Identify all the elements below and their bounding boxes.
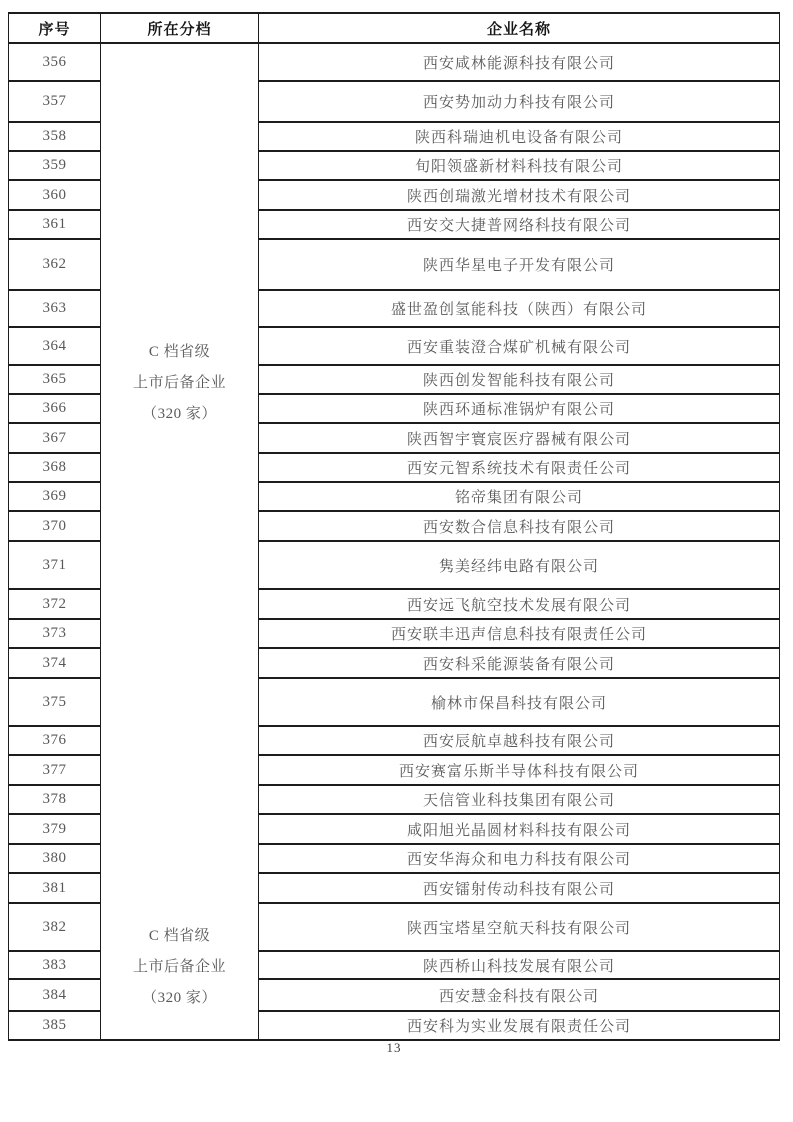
serial-number-cell: 370 — [9, 512, 100, 542]
company-name-cell: 陕西环通标准锅炉有限公司 — [259, 395, 779, 424]
header-cell-company: 企业名称 — [486, 21, 551, 38]
company-name-cell: 西安慧金科技有限公司 — [259, 980, 779, 1012]
company-name-cell: 西安咸林能源科技有限公司 — [259, 44, 779, 82]
serial-number-cell: 372 — [9, 590, 100, 620]
company-name-cell: 西安元智系统技术有限责任公司 — [259, 454, 779, 483]
company-name-cell: 西安数合信息科技有限公司 — [259, 512, 779, 542]
company-name-cell: 天信管业科技集团有限公司 — [259, 786, 779, 815]
company-name-cell: 西安镭射传动科技有限公司 — [259, 874, 779, 904]
tier-label-line: 上市后备企业 — [132, 959, 226, 975]
tier-label-block — [101, 921, 258, 1014]
company-name-cell: 陕西桥山科技发展有限公司 — [259, 952, 779, 980]
serial-number-cell: 377 — [9, 756, 100, 786]
company-name-cell: 西安赛富乐斯半导体科技有限公司 — [259, 756, 779, 786]
page-number: 13 — [386, 1040, 402, 1055]
company-name-cell: 陕西科瑞迪机电设备有限公司 — [259, 123, 779, 152]
serial-number-cell: 367 — [9, 424, 100, 454]
serial-number-cell: 364 — [9, 328, 100, 366]
company-name-cell: 榆林市保昌科技有限公司 — [259, 679, 779, 727]
serial-number-cell: 379 — [9, 815, 100, 845]
serial-number-cell: 362 — [9, 240, 100, 291]
serial-number-cell: 371 — [9, 542, 100, 590]
serial-number-cell: 363 — [9, 291, 100, 328]
tier-label-line: C 档省级 — [148, 928, 211, 944]
serial-number-cell: 376 — [9, 727, 100, 756]
tier-column — [101, 44, 259, 1039]
serial-number-cell: 373 — [9, 620, 100, 649]
serial-number-column — [9, 44, 101, 1039]
header-cell-tier: 所在分档 — [101, 14, 259, 42]
serial-number-cell: 357 — [9, 82, 100, 123]
serial-number-cell: 380 — [9, 845, 100, 874]
tier-label-line: 上市后备企业 — [132, 375, 226, 391]
tier-label-line: （320 家） — [142, 406, 217, 422]
company-name-column — [259, 44, 779, 1039]
company-name-cell: 西安远飞航空技术发展有限公司 — [259, 590, 779, 620]
company-name-cell: 旬阳领盛新材料科技有限公司 — [259, 152, 779, 181]
serial-number-cell: 369 — [9, 483, 100, 512]
serial-number-cell: 365 — [9, 366, 100, 395]
serial-number-cell: 366 — [9, 395, 100, 424]
serial-number-cell: 378 — [9, 786, 100, 815]
company-name-cell: 西安势加动力科技有限公司 — [259, 82, 779, 123]
company-name-cell: 陕西创瑞激光增材技术有限公司 — [259, 181, 779, 211]
serial-number-cell: 383 — [9, 952, 100, 980]
company-name-cell: 咸阳旭光晶圆材料科技有限公司 — [259, 815, 779, 845]
company-name-cell: 铭帝集团有限公司 — [259, 483, 779, 512]
table-header-row — [9, 14, 779, 44]
company-name-cell: 隽美经纬电路有限公司 — [259, 542, 779, 590]
header-cell-serial: 序号 — [9, 14, 101, 42]
serial-number-cell: 368 — [9, 454, 100, 483]
serial-number-cell: 374 — [9, 649, 100, 679]
company-name-cell: 西安科采能源装备有限公司 — [259, 649, 779, 679]
serial-number-cell: 385 — [42, 1017, 67, 1033]
tier-label-block — [101, 337, 258, 430]
company-name-cell: 陕西创发智能科技有限公司 — [259, 366, 779, 395]
company-name-cell: 西安华海众和电力科技有限公司 — [259, 845, 779, 874]
company-name-cell: 西安交大捷普网络科技有限公司 — [259, 211, 779, 240]
company-name-cell: 盛世盈创氢能科技（陕西）有限公司 — [259, 291, 779, 328]
serial-number-cell: 382 — [9, 904, 100, 952]
tier-label-line: （320 家） — [142, 990, 217, 1006]
serial-number-cell: 359 — [9, 152, 100, 181]
serial-number-cell: 358 — [9, 123, 100, 152]
serial-number-cell: 356 — [9, 44, 100, 82]
company-tier-table — [8, 12, 780, 1041]
company-name-cell: 陕西宝塔星空航天科技有限公司 — [259, 904, 779, 952]
serial-number-cell: 381 — [9, 874, 100, 904]
serial-number-cell: 360 — [9, 181, 100, 211]
serial-number-cell: 361 — [9, 211, 100, 240]
company-name-cell: 西安重装澄合煤矿机械有限公司 — [259, 328, 779, 366]
company-name-cell: 陕西智宇寰宸医疗器械有限公司 — [259, 424, 779, 454]
company-name-cell: 陕西华星电子开发有限公司 — [259, 240, 779, 291]
serial-number-cell: 375 — [9, 679, 100, 727]
company-name-cell: 西安科为实业发展有限责任公司 — [406, 1019, 631, 1035]
table-body — [9, 44, 779, 1039]
company-name-cell: 西安联丰迅声信息科技有限责任公司 — [259, 620, 779, 649]
tier-label-line: C 档省级 — [148, 344, 211, 360]
serial-number-cell: 384 — [9, 980, 100, 1012]
company-name-cell: 西安辰航卓越科技有限公司 — [259, 727, 779, 756]
